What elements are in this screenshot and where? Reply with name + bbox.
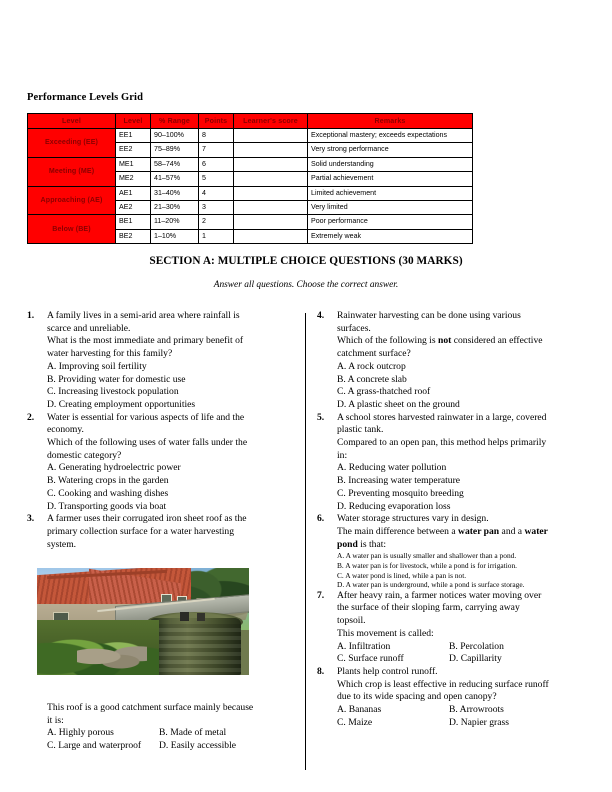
level-group-cell: Approaching (AE) — [28, 186, 116, 215]
question-text-line: Which of the following uses of water falls under the — [47, 437, 248, 449]
question-number: 5. — [317, 411, 325, 423]
option-a[interactable]: A. A rock outcrop — [337, 360, 406, 372]
remarks-cell: Solid understanding — [308, 157, 473, 171]
question-6 — [317, 513, 585, 589]
option-c[interactable]: C. Maize — [337, 716, 373, 728]
option-a[interactable]: A. Infiltration — [337, 640, 391, 652]
level-cell: EE2 — [116, 143, 151, 157]
rainwater-harvesting-photo — [37, 568, 249, 675]
performance-levels-grid — [27, 113, 473, 244]
level-group-cell: Meeting (ME) — [28, 157, 116, 186]
question-text-line: the surface of their sloping farm, carrying away — [337, 602, 520, 614]
points-cell: 1 — [199, 229, 234, 243]
range-cell: 21–30% — [151, 201, 199, 215]
option-row-ab — [47, 727, 305, 740]
question-text-line: catchment surface? — [337, 348, 411, 360]
q6-line3-part2: is that: — [357, 538, 387, 550]
question-number: 7. — [317, 589, 325, 601]
question-number: 8. — [317, 665, 325, 677]
learner-score-cell[interactable] — [234, 129, 308, 143]
question-text-line-with-emphasis — [337, 539, 585, 552]
question-8 — [317, 666, 585, 730]
option-b[interactable]: B. Increasing water temperature — [337, 475, 461, 487]
option-b[interactable]: B. Arrowroots — [449, 704, 504, 716]
column-header-remarks: Remarks — [308, 114, 473, 129]
option-c[interactable]: C. A water pond is lined, while a pan is not. — [337, 570, 467, 580]
level-group-cell: Below (BE) — [28, 215, 116, 244]
photo-stones — [77, 646, 147, 672]
remarks-cell: Extremely weak — [308, 229, 473, 243]
level-cell: ME1 — [116, 157, 151, 171]
range-cell: 58–74% — [151, 157, 199, 171]
option-b[interactable]: B. Percolation — [449, 640, 504, 652]
option-a[interactable]: A. Bananas — [337, 704, 382, 716]
level-cell: BE1 — [116, 215, 151, 229]
learner-score-cell[interactable] — [234, 157, 308, 171]
option-b[interactable]: B. Watering crops in the garden — [47, 475, 169, 487]
option-c[interactable]: C. Cooking and washing dishes — [47, 487, 169, 499]
option-d[interactable]: D. Creating employment opportunities — [47, 398, 196, 410]
section-instruction: Answer all questions. Choose the correct answer. — [213, 280, 399, 290]
remarks-cell: Poor performance — [308, 215, 473, 229]
column-header-level: Level — [116, 114, 151, 129]
column-header-learners-score: Learner's score — [234, 114, 308, 129]
option-c[interactable]: C. Increasing livestock population — [47, 386, 179, 398]
option-d[interactable]: D. A water pan is underground, while a pond is surface storage. — [337, 580, 525, 590]
question-text-line: Water storage structures vary in design. — [337, 513, 489, 525]
question-7 — [317, 590, 585, 666]
points-cell: 5 — [199, 172, 234, 186]
q6-line2-part1: The main difference between a — [337, 525, 459, 537]
option-b[interactable]: B. Providing water for domestic use — [47, 373, 186, 385]
question-text-line: Water is essential for various aspects of life and the — [47, 411, 245, 423]
q4-line3-part1: Which of the following is — [337, 335, 438, 347]
question-text-line: This roof is a good catchment surface mainly because — [47, 702, 254, 713]
question-text-line: This movement is called: — [337, 627, 434, 639]
learner-score-cell[interactable] — [234, 143, 308, 157]
question-text-line-with-emphasis — [337, 526, 585, 539]
option-a[interactable]: A. Highly porous — [47, 727, 114, 739]
question-text-line: in: — [337, 449, 348, 461]
column-header-percent-range: % Range — [151, 114, 199, 129]
level-cell: BE2 — [116, 229, 151, 243]
table-row — [28, 186, 473, 200]
option-c[interactable]: C. Preventing mosquito breeding — [337, 487, 464, 499]
question-number: 2. — [27, 411, 35, 423]
option-d[interactable]: D. Easily accessible — [159, 740, 236, 752]
photo-tank-fitting — [197, 613, 205, 621]
q6-emphasis-water-pan: water pan — [458, 525, 500, 537]
points-cell: 3 — [199, 201, 234, 215]
table-header-row — [28, 114, 473, 129]
level-group-cell: Exceeding (EE) — [28, 129, 116, 158]
option-d[interactable]: D. A plastic sheet on the ground — [337, 398, 460, 410]
learner-score-cell[interactable] — [234, 229, 308, 243]
option-row-cd — [337, 653, 585, 666]
option-c[interactable]: C. Surface runoff — [337, 653, 404, 665]
option-d[interactable]: D. Capillarity — [449, 653, 502, 665]
question-text-line: topsoil. — [337, 615, 366, 627]
table-row — [28, 129, 473, 143]
question-text-line: What is the most immediate and primary benefit of — [47, 335, 244, 347]
option-b[interactable]: B. A concrete slab — [337, 373, 407, 385]
question-text-line: scarce and unreliable. — [47, 322, 131, 334]
table-row — [28, 157, 473, 171]
remarks-cell: Limited achievement — [308, 186, 473, 200]
option-d[interactable]: D. Napier grass — [449, 716, 509, 728]
section-heading: SECTION A: MULTIPLE CHOICE QUESTIONS (30 MARKS) — [149, 255, 463, 267]
option-b[interactable]: B. Made of metal — [159, 727, 227, 739]
range-cell: 75–89% — [151, 143, 199, 157]
column-header-points: Points — [199, 114, 234, 129]
level-cell: ME2 — [116, 172, 151, 186]
q6-emphasis-water: water — [524, 525, 548, 537]
points-cell: 2 — [199, 215, 234, 229]
question-text-line: Compared to an open pan, this method helps primarily — [337, 437, 547, 449]
q4-line3-part2: considered an effective — [451, 335, 543, 347]
question-number: 1. — [27, 310, 35, 321]
question-text-line: economy. — [47, 424, 84, 436]
question-3 — [27, 513, 295, 551]
question-5 — [317, 412, 585, 514]
photo-tank-ribs — [149, 624, 241, 675]
points-cell: 4 — [199, 186, 234, 200]
left-question-column — [27, 310, 295, 551]
range-cell: 41–57% — [151, 172, 199, 186]
option-d[interactable]: D. Reducing evaporation loss — [337, 500, 451, 512]
option-row-ab — [337, 641, 585, 654]
right-question-column — [317, 310, 585, 729]
question-text-line: it is: — [47, 714, 64, 726]
question-text-line: A farmer uses their corrugated iron sheet roof as the — [47, 513, 247, 525]
remarks-cell: Partial achievement — [308, 172, 473, 186]
option-c[interactable]: C. A grass-thatched roof — [337, 386, 431, 398]
question-text-line: After heavy rain, a farmer notices water moving over — [337, 589, 542, 601]
learner-score-cell[interactable] — [234, 186, 308, 200]
table-row — [28, 215, 473, 229]
photo-tank-fitting — [180, 612, 189, 621]
points-cell: 6 — [199, 157, 234, 171]
question-text-line: plastic tank. — [337, 424, 384, 436]
option-a[interactable]: A. Improving soil fertility — [47, 360, 147, 372]
option-row-cd — [47, 740, 305, 753]
question-3-after-image — [47, 702, 305, 753]
question-number: 6. — [317, 513, 325, 525]
remarks-cell: Very strong performance — [308, 143, 473, 157]
points-cell: 8 — [199, 129, 234, 143]
question-2 — [27, 412, 295, 514]
question-text-line: primary collection surface for a water harvesting — [47, 525, 234, 537]
option-b[interactable]: B. A water pan is for livestock, while a pond is for irrigation. — [337, 560, 518, 570]
question-6-options — [337, 551, 585, 589]
question-number: 3. — [27, 513, 35, 525]
question-text-line: Which crop is least effective in reducing surface runoff — [337, 678, 549, 690]
option-row-cd — [337, 717, 585, 730]
question-text-line: Rainwater harvesting can be done using various — [337, 310, 521, 321]
q6-line2-part2: and a — [499, 525, 525, 537]
learner-score-cell[interactable] — [234, 201, 308, 215]
question-text-line: Plants help control runoff. — [337, 665, 438, 677]
range-cell: 31–40% — [151, 186, 199, 200]
level-cell: EE1 — [116, 129, 151, 143]
page-title: Performance Levels Grid — [27, 92, 144, 103]
learner-score-cell[interactable] — [234, 172, 308, 186]
remarks-cell: Very limited — [308, 201, 473, 215]
question-1 — [27, 310, 295, 412]
points-cell: 7 — [199, 143, 234, 157]
column-header-level-group: Level — [28, 114, 116, 129]
option-a[interactable]: A. A water pan is usually smaller and shallower than a pond. — [337, 551, 517, 561]
question-text-line: A school stores harvested rainwater in a large, covered — [337, 411, 547, 423]
question-text-line: domestic category? — [47, 449, 122, 461]
question-4 — [317, 310, 585, 412]
option-d[interactable]: D. Transporting goods via boat — [47, 500, 167, 512]
question-number: 4. — [317, 310, 325, 321]
question-text-line: due to its wide spacing and open canopy? — [337, 691, 497, 703]
question-text-line: A family lives in a semi-arid area where rainfall is — [47, 310, 240, 321]
q6-emphasis-pond: pond — [337, 538, 358, 550]
question-text-line: surfaces. — [337, 322, 371, 334]
question-text-line-with-emphasis — [337, 335, 585, 348]
option-row-ab — [337, 704, 585, 717]
range-cell: 1–10% — [151, 229, 199, 243]
level-cell: AE2 — [116, 201, 151, 215]
option-c[interactable]: C. Large and waterproof — [47, 740, 142, 752]
question-text-line: water harvesting for this family? — [47, 348, 173, 360]
range-cell: 11–20% — [151, 215, 199, 229]
column-divider — [305, 313, 306, 770]
option-a[interactable]: A. Generating hydroelectric power — [47, 462, 181, 474]
q4-emphasis-not: not — [437, 335, 452, 347]
remarks-cell: Exceptional mastery; exceeds expectations — [308, 129, 473, 143]
option-a[interactable]: A. Reducing water pollution — [337, 462, 447, 474]
range-cell: 90–100% — [151, 129, 199, 143]
learner-score-cell[interactable] — [234, 215, 308, 229]
level-cell: AE1 — [116, 186, 151, 200]
question-text-line: system. — [47, 538, 77, 550]
